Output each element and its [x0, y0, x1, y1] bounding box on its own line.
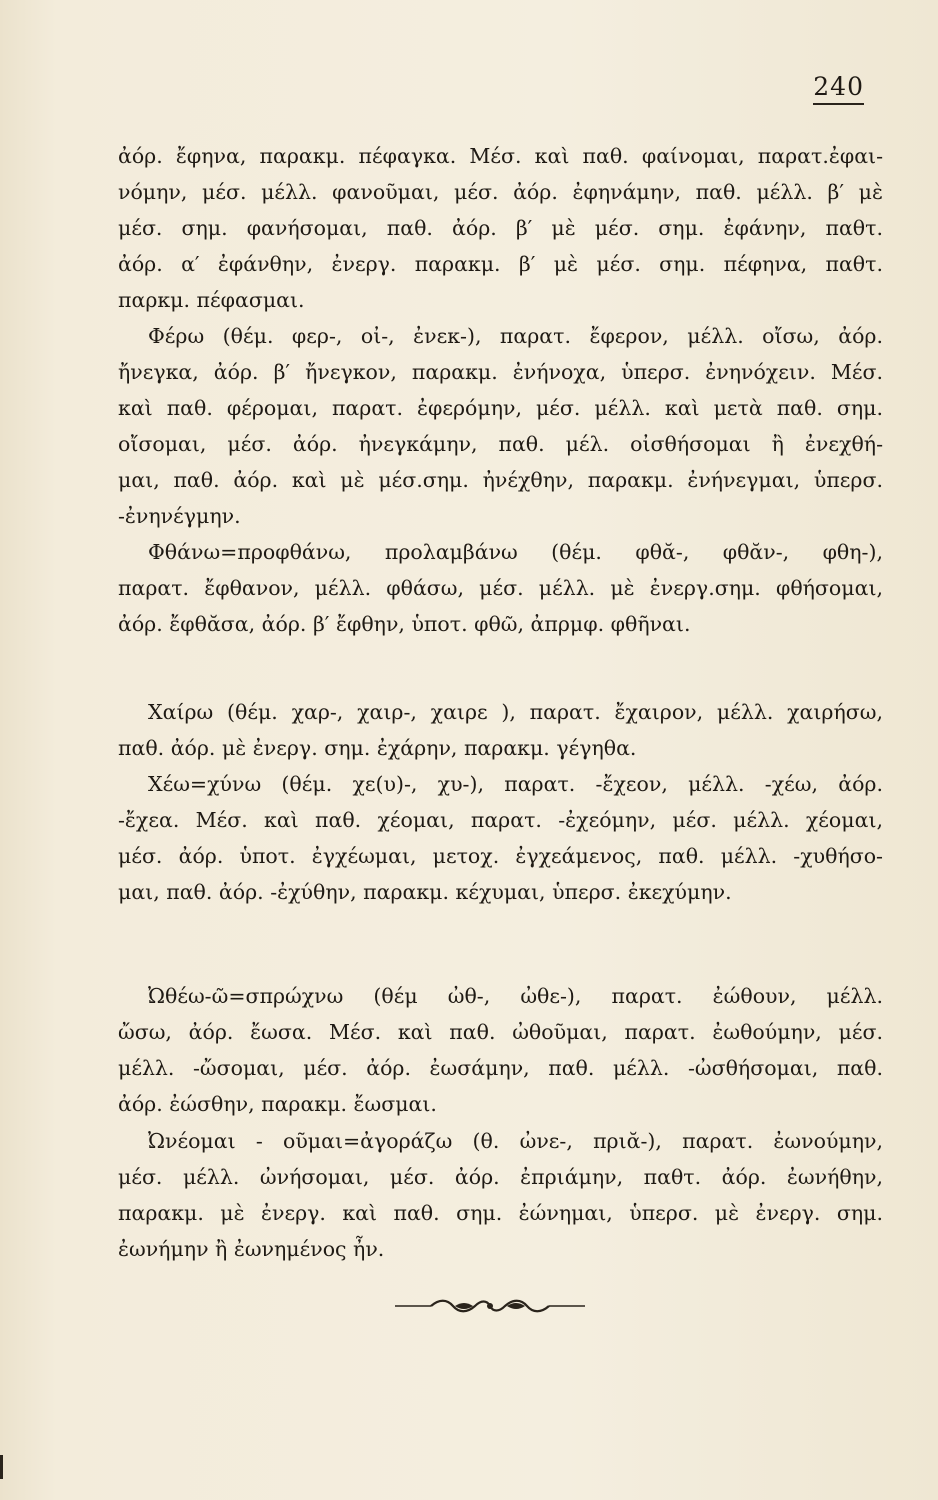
text-line: μέλλ. -ὤσομαι, μέσ. ἀόρ. ἐωσάμην, παθ. μέλλ. -ὠσθήσομαι, παθ. — [118, 1056, 883, 1080]
text-line: μαι, παθ. ἀόρ. καὶ μὲ μέσ.σημ. ἠνέχθην, παρακμ. ἐνήνεγμαι, ὑπερσ. — [118, 468, 883, 492]
text-line: ἐωνήμην ἢ ἐωνημένος ἦν. — [118, 1237, 385, 1261]
entry-chairo — [118, 694, 883, 766]
entry-oneomai — [118, 1123, 883, 1267]
text-line: ἀόρ. ἐώσθην, παρακμ. ἔωσμαι. — [118, 1092, 437, 1116]
text-line: μέσ. μέλλ. ὠνήσομαι, μέσ. ἀόρ. ἐπριάμην, παθτ. ἀόρ. ἐωνήθην, — [118, 1165, 883, 1189]
text-line: μέσ. σημ. φανήσομαι, παθ. ἀόρ. β′ μὲ μέσ. σημ. ἐφάνην, παθτ. — [118, 216, 883, 240]
page-number: 240 — [813, 72, 864, 105]
text-line: παρατ. ἔφθανον, μέλλ. φθάσω, μέσ. μέλλ. μὲ ἐνεργ.σημ. φθήσομαι, — [118, 576, 883, 600]
entry-phaino — [118, 138, 883, 318]
entry-heading-line: Φθάνω=προφθάνω, προλαμβάνω (θέμ. φθᾰ-, φθᾰν-, φθη-), — [148, 540, 883, 564]
entry-heading-line: Ὠθέω-ῶ=σπρώχνω (θέμ ὠθ-, ὠθε-), παρατ. ἐώθουν, μέλλ. — [148, 984, 883, 1008]
text-line: οἴσομαι, μέσ. ἀόρ. ἠνεγκάμην, παθ. μέλ. οἰσθήσομαι ἢ ἐνεχθή- — [118, 432, 883, 456]
entry-heading-line: Φέρω (θέμ. φερ-, οἰ-, ἐνεκ-), παρατ. ἔφερον, μέλλ. οἴσω, ἀόρ. — [148, 324, 883, 348]
text-line: ὤσω, ἀόρ. ἔωσα. Μέσ. καὶ παθ. ὠθοῦμαι, παρατ. ἐωθούμην, μέσ. — [118, 1020, 883, 1044]
entry-heading-line: Χέω=χύνω (θέμ. χε(υ)-, χυ-), παρατ. -ἔχεον, μέλλ. -χέω, ἀόρ. — [148, 772, 883, 796]
text-line: νόμην, μέσ. μέλλ. φανοῦμαι, μέσ. ἀόρ. ἐφηνάμην, παθ. μέλλ. β′ μὲ — [118, 180, 883, 204]
entry-heading-line: Χαίρω (θέμ. χαρ-, χαιρ-, χαιρε ), παρατ. ἔχαιρον, μέλλ. χαιρήσω, — [148, 700, 883, 724]
entry-phero — [118, 318, 883, 534]
text-line: ἀόρ. ἔφηνα, παρακμ. πέφαγκα. Μέσ. καὶ παθ. φαίνομαι, παρατ.ἐφαι- — [118, 144, 883, 168]
page-edge-mark — [0, 1455, 3, 1479]
text-line: παρακμ. μὲ ἐνεργ. καὶ παθ. σημ. ἐώνημαι, ὑπερσ. μὲ ἐνεργ. σημ. — [118, 1201, 883, 1225]
entry-phthano — [118, 534, 883, 642]
text-line: ἀόρ. ἔφθᾰσα, ἀόρ. β′ ἔφθην, ὑποτ. φθῶ, ἀπρμφ. φθῆναι. — [118, 612, 691, 636]
text-line: μέσ. ἀόρ. ὑποτ. ἐγχέωμαι, μετοχ. ἐγχεάμενος, παθ. μέλλ. -χυθήσο- — [118, 844, 883, 868]
end-ornament-icon — [395, 1296, 585, 1316]
entry-cheo — [118, 766, 883, 910]
text-line: παθ. ἀόρ. μὲ ἐνεργ. σημ. ἐχάρην, παρακμ. γέγηθα. — [118, 736, 637, 760]
text-line: μαι, παθ. ἀόρ. -ἐχύθην, παρακμ. κέχυμαι, ὑπερσ. ἐκεχύμην. — [118, 880, 732, 904]
text-line: ἤνεγκα, ἀόρ. β′ ἤνεγκον, παρακμ. ἐνήνοχα, ὑπερσ. ἐνηνόχειν. Μέσ. — [118, 360, 883, 384]
text-line: παρκμ. πέφασμαι. — [118, 288, 305, 312]
text-line: -ἐνηνέγμην. — [118, 504, 241, 528]
text-line: καὶ παθ. φέρομαι, παρατ. ἐφερόμην, μέσ. μέλλ. καὶ μετὰ παθ. σημ. — [118, 396, 883, 420]
entry-heading-line: Ὠνέομαι - οῦμαι=ἀγοράζω (θ. ὠνε-, πριᾰ-), παρατ. ἐωνούμην, — [148, 1129, 883, 1153]
text-line: ἀόρ. α′ ἐφάνθην, ἐνεργ. παρακμ. β′ μὲ μέσ. σημ. πέφηνα, παθτ. — [118, 252, 883, 276]
entry-otheo — [118, 978, 883, 1122]
text-line: -ἔχεα. Μέσ. καὶ παθ. χέομαι, παρατ. -ἐχεόμην, μέσ. μέλλ. χέομαι, — [118, 808, 883, 832]
